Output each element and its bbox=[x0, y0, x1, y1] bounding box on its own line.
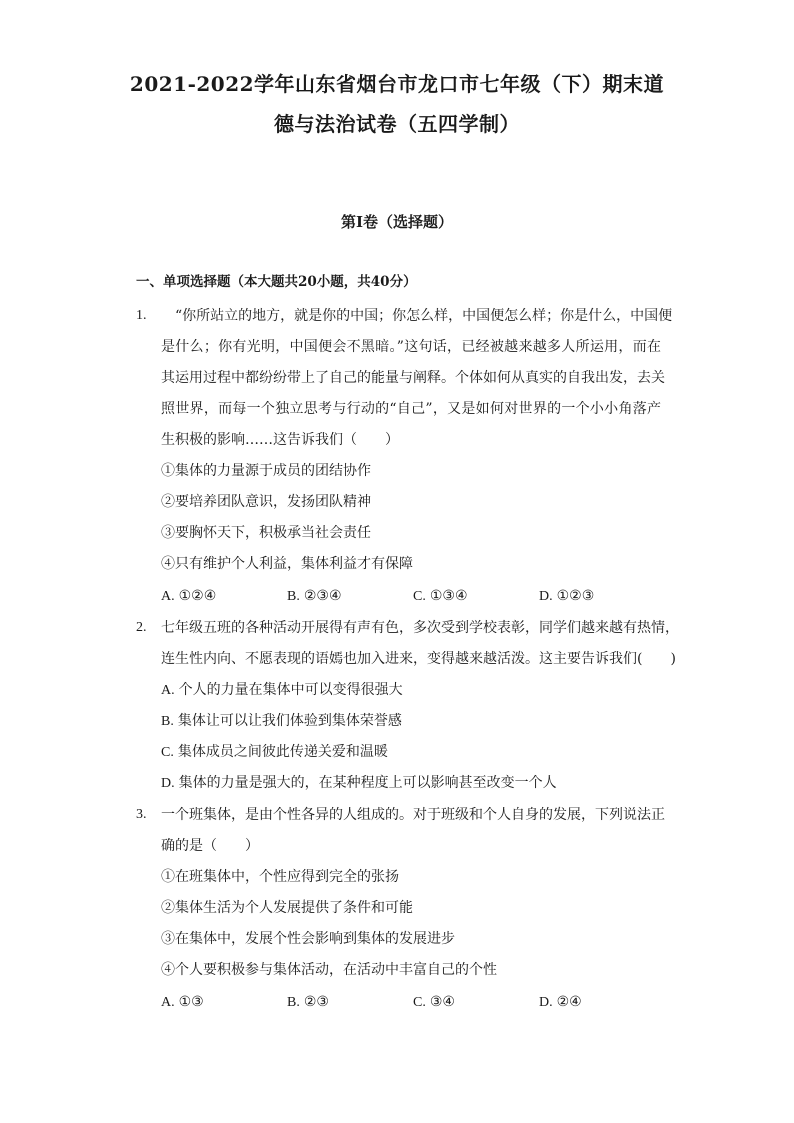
option-text: ①②④ bbox=[178, 588, 217, 604]
exam-title-line-2: 德与法治试卷（五四学制） bbox=[274, 112, 520, 136]
question-3-option-d bbox=[539, 992, 582, 1013]
question-3-statement: ①在班集体中，个性应得到完全的张扬 bbox=[161, 869, 399, 885]
option-letter: B. bbox=[287, 589, 300, 604]
option-text: 集体的力量是强大的，在某种程度上可以影响甚至改变一个人 bbox=[178, 775, 557, 791]
question-3-stem-line: 确的是（ ） bbox=[161, 838, 259, 854]
option-text: ②④ bbox=[556, 994, 582, 1010]
question-3-number: 3. bbox=[136, 807, 147, 822]
question-2-stem-line: 连生性内向、不愿表现的语嫣也加入进来，变得越来越活泼。这主要告诉我们( ) bbox=[161, 651, 676, 667]
option-text: ③④ bbox=[429, 994, 455, 1010]
question-1-number: 1. bbox=[136, 308, 147, 323]
question-1-stem-line: 照世界，而每一个独立思考与行动的“自己”，又是如何对世界的一个小小角落产 bbox=[161, 401, 661, 417]
option-letter: A. bbox=[161, 995, 175, 1010]
question-1-statement: ④只有维护个人利益，集体利益才有保障 bbox=[161, 556, 413, 572]
option-text: ①③④ bbox=[429, 588, 468, 604]
question-2-option-d bbox=[161, 773, 557, 794]
exam-title-line-1: 2021-2022学年山东省烟台市龙口市七年级（下）期末道 bbox=[129, 72, 665, 96]
question-2-number: 2. bbox=[136, 620, 147, 635]
option-text: ①②③ bbox=[556, 588, 595, 604]
option-letter: A. bbox=[161, 589, 175, 604]
option-letter: C. bbox=[161, 745, 174, 760]
question-2-option-b bbox=[161, 711, 402, 732]
question-1-statement: ②要培养团队意识，发扬团队精神 bbox=[161, 494, 371, 510]
question-1-option-b bbox=[287, 586, 342, 607]
question-2-stem-line: 七年级五班的各种活动开展得有声有色，多次受到学校表彰，同学们越来越有热情， bbox=[161, 620, 679, 636]
option-letter: D. bbox=[161, 776, 175, 791]
question-1-stem-line: 是什么；你有光明，中国便会不黑暗。”这句话，已经被越来越多人所运用，而在 bbox=[161, 339, 661, 355]
option-text: ①③ bbox=[178, 994, 204, 1010]
question-1-option-d bbox=[539, 586, 594, 607]
option-letter: C. bbox=[413, 995, 426, 1010]
question-2-option-c bbox=[161, 742, 388, 763]
option-text: 集体让可以让我们体验到集体荣誉感 bbox=[177, 713, 402, 729]
question-3-statement: ②集体生活为个人发展提供了条件和可能 bbox=[161, 900, 413, 916]
option-text: 个人的力量在集体中可以变得很强大 bbox=[178, 682, 403, 698]
question-1-stem-line: 生积极的影响……这告诉我们（ ） bbox=[161, 432, 399, 448]
question-3-statement: ③在集体中，发展个性会影响到集体的发展进步 bbox=[161, 931, 455, 947]
option-text: ②③ bbox=[303, 994, 329, 1010]
question-3-statement: ④个人要积极参与集体活动，在活动中丰富自己的个性 bbox=[161, 962, 497, 978]
question-2-option-a bbox=[161, 680, 403, 701]
option-letter: D. bbox=[539, 589, 553, 604]
option-text: ②③④ bbox=[303, 588, 342, 604]
option-letter: D. bbox=[539, 995, 553, 1010]
question-3-option-b bbox=[287, 992, 329, 1013]
question-1-option-a bbox=[161, 586, 216, 607]
option-text: 集体成员之间彼此传递关爱和温暖 bbox=[177, 744, 388, 760]
option-letter: B. bbox=[161, 714, 174, 729]
question-3-stem-line: 一个班集体，是由个性各异的人组成的。对于班级和个人自身的发展，下列说法正 bbox=[161, 807, 665, 823]
question-1-stem-line: “你所站立的地方，就是你的中国；你怎么样，中国便怎么样；你是什么，中国便 bbox=[175, 308, 673, 324]
option-letter: B. bbox=[287, 995, 300, 1010]
question-1-statement: ①集体的力量源于成员的团结协作 bbox=[161, 463, 371, 479]
question-1-statement: ③要胸怀天下，积极承当社会责任 bbox=[161, 525, 371, 541]
question-1-option-c bbox=[413, 586, 468, 607]
section-title: 第Ⅰ卷（选择题） bbox=[340, 213, 454, 231]
question-3-option-a bbox=[161, 992, 204, 1013]
option-letter: A. bbox=[161, 683, 175, 698]
question-1-stem-line: 其运用过程中都纷纷带上了自己的能量与阐释。个体如何从真实的自我出发，去关 bbox=[161, 370, 665, 386]
part-heading: 一、单项选择题（本大题共20小题，共40分） bbox=[136, 274, 417, 290]
question-3-option-c bbox=[413, 992, 455, 1013]
option-letter: C. bbox=[413, 589, 426, 604]
